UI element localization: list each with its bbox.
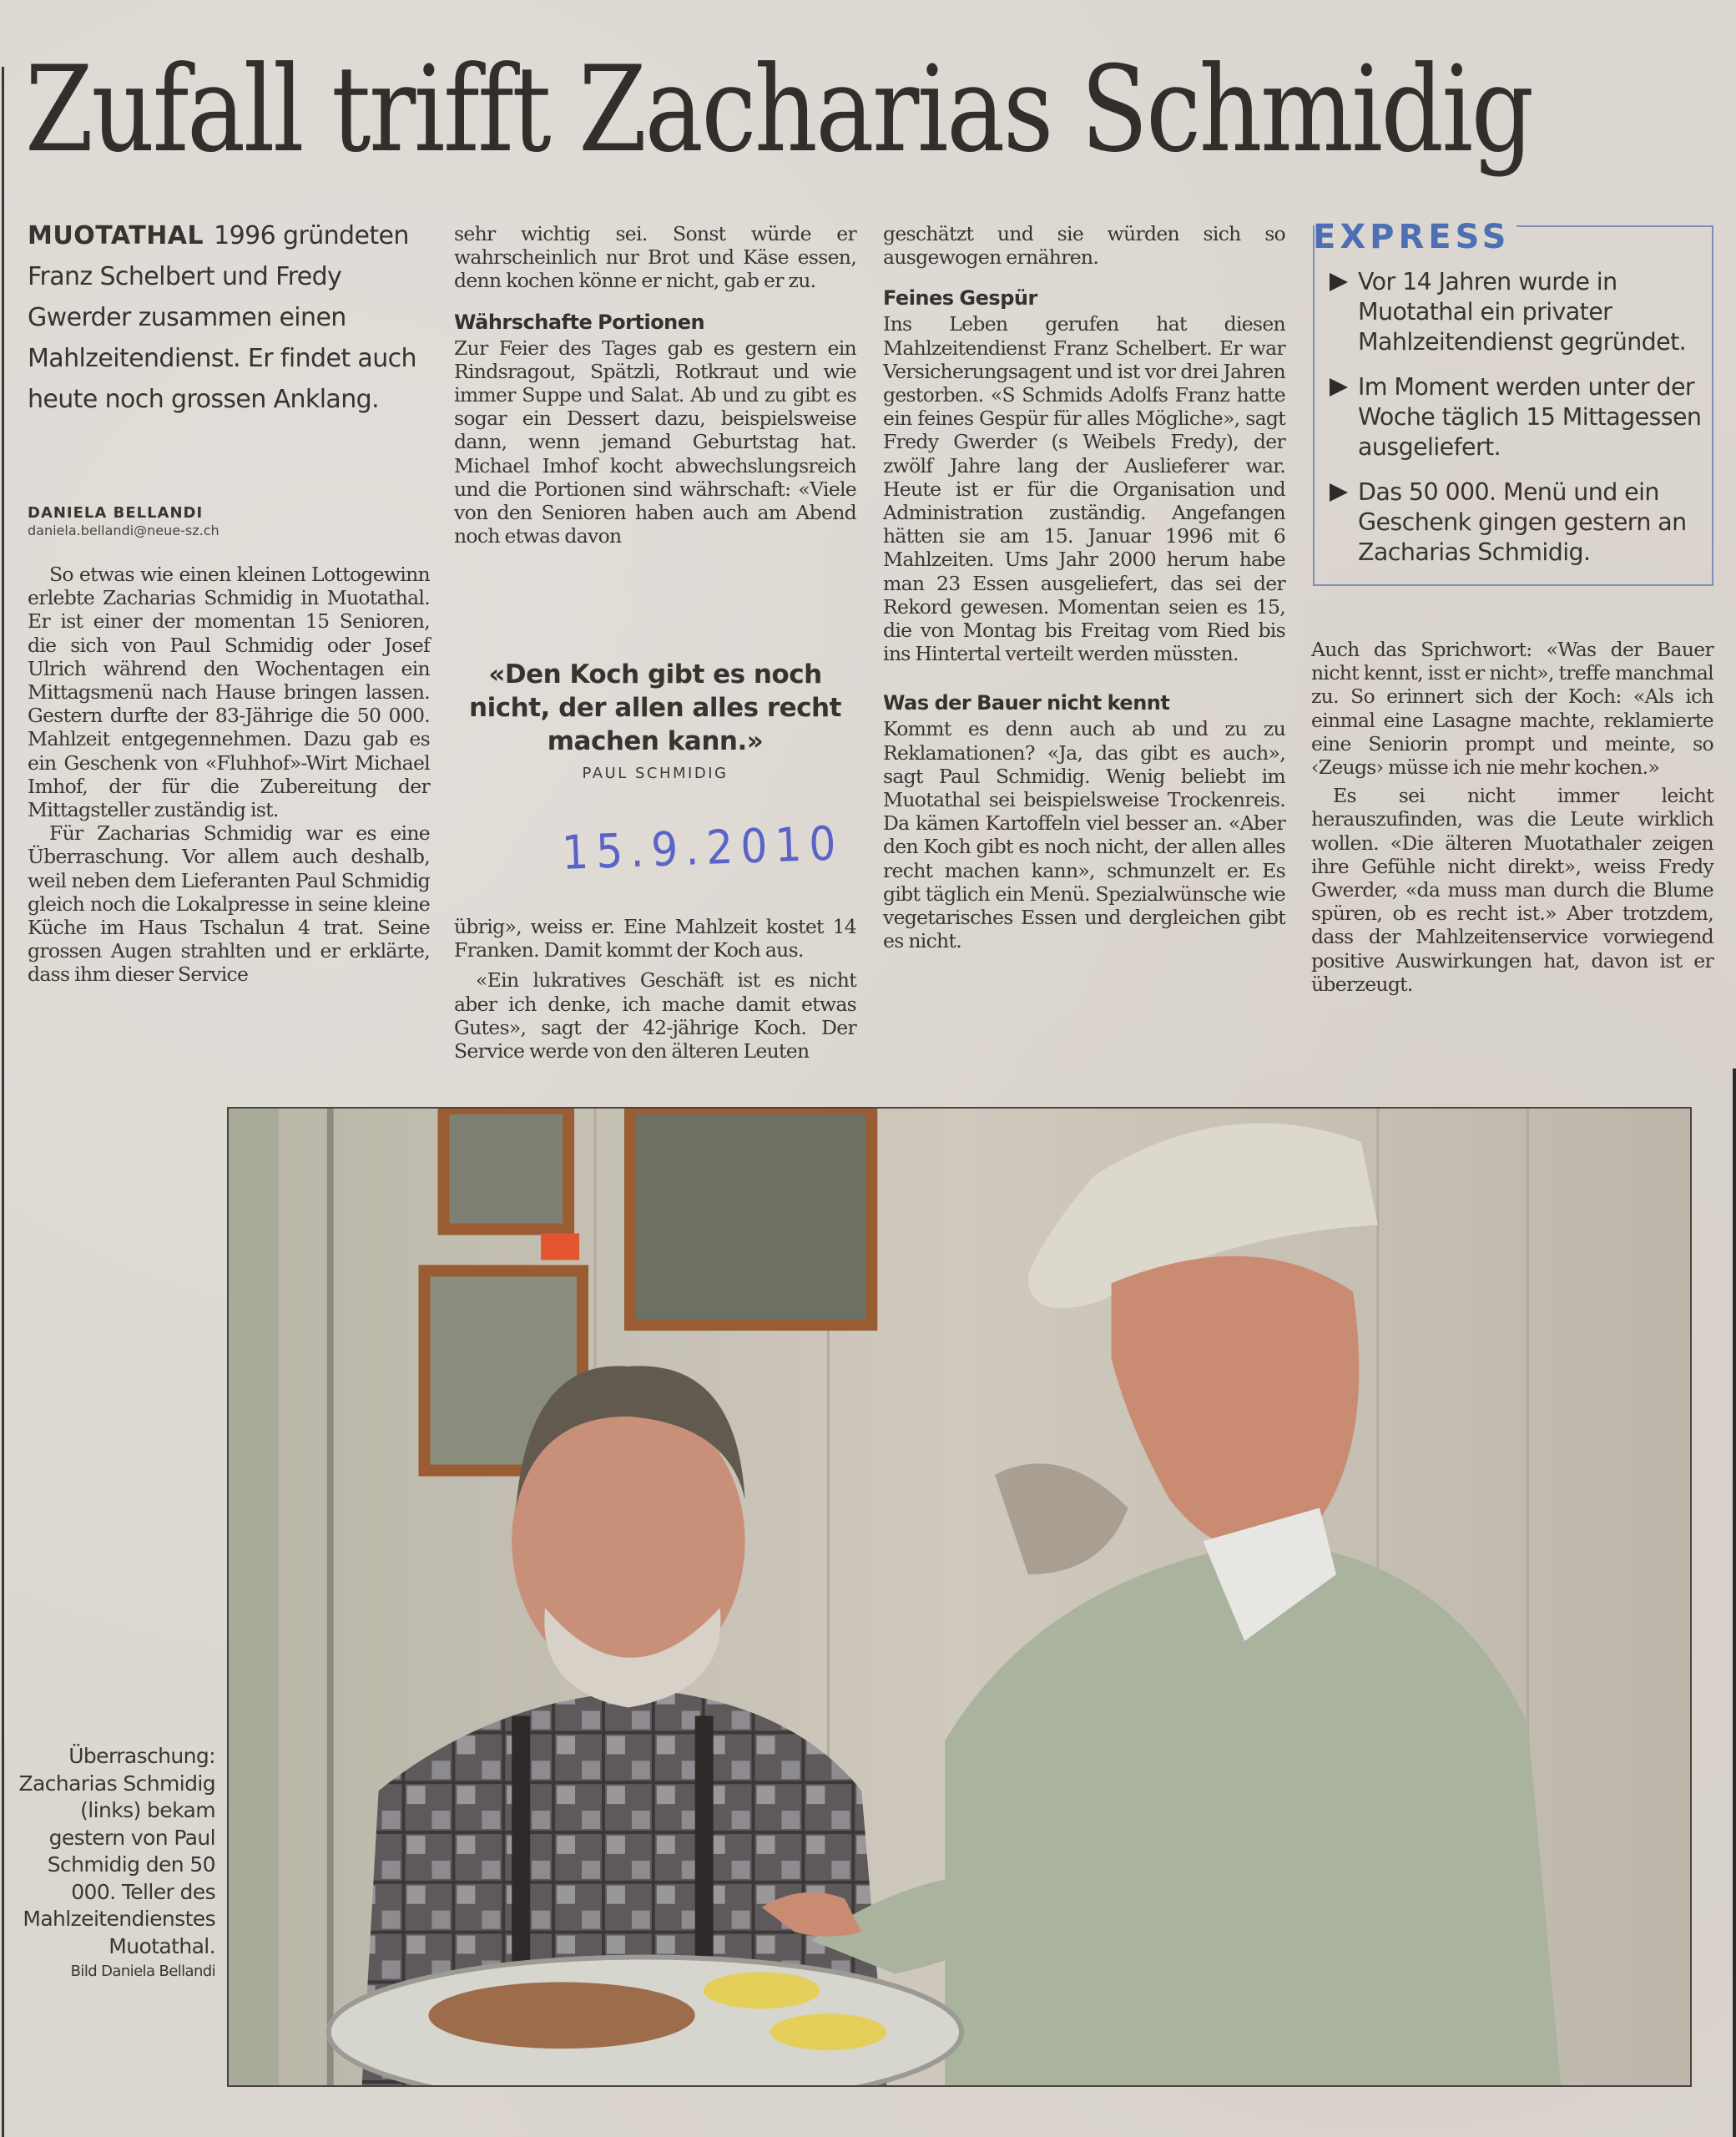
paragraph: Es sei nicht immer leicht herauszufinden, was die Leute wirklich wollen. «Die älteren Muotathaler zeigen ihre Gefühle nicht direkt», weiss Fredy Gwerder, «da muss man durch die Blume spüren, ob es recht ist.» Aber trotzdem, dass der Mahlzeitenservice vorwiegend positive Auswirkungen hat, davon ist er überzeugt. (1311, 784, 1713, 996)
express-title: EXPRESS (1313, 218, 1511, 256)
subhead-feines-gespuer: Feines Gespür (883, 286, 1037, 311)
paragraph: Für Zacharias Schmidig war es eine Überraschung. Vor allem auch deshalb, weil neben dem Lieferanten Paul Schmidig gleich noch die Lokalpresse in seine kleine Küche im Haus Tschalun 4 trat. Seine grossen Augen strahlten und er erklärte, dass ihm dieser Service (28, 821, 430, 987)
paragraph: «Ein lukratives Geschäft ist es nicht aber ich denke, ich mache damit etwas Gutes», sagt der 42-jährige Koch. Der Service werde von den älteren Leuten (454, 968, 856, 1063)
express-list (1330, 267, 1703, 583)
subhead-waehrschafte-portionen: Währschafte Portionen (454, 310, 705, 334)
dateline: MUOTATHAL (28, 221, 204, 250)
photo-illustration (229, 1109, 1690, 2085)
express-item (1330, 267, 1703, 357)
express-box (1313, 218, 1713, 586)
author-name: DANIELA BELLANDI (28, 504, 204, 522)
column-4-body (1311, 638, 1713, 996)
byline (28, 504, 430, 539)
handwritten-date: 15.9.2010 (561, 816, 845, 881)
paragraph: geschätzt und sie würden sich so ausgewogen ernähren. (883, 222, 1285, 270)
column-2-body-bottom (454, 915, 856, 1063)
pull-quote (454, 658, 856, 782)
pull-quote-text: «Den Koch gibt es noch nicht, der allen alles recht machen kann.» (469, 659, 841, 756)
column-1-body (28, 563, 430, 987)
triangle-bullet-icon (1330, 378, 1348, 397)
lead-paragraph (28, 215, 430, 420)
express-item (1330, 477, 1703, 568)
author-email[interactable]: daniela.bellandi@neue-sz.ch (28, 523, 220, 538)
paragraph: Zur Feier des Tages gab es gestern ein Rindsragout, Spätzli, Rotkraut und wie immer Suppe und Salat. Ab und zu gibt es sogar ein Dessert dazu, beispielsweise dann, wenn jemand Geburtstag hat. Michael Imhof kocht abwechslungsreich und die Portionen sind währschaft: «Viele von den Senioren haben auch am Abend noch etwas davon (454, 336, 856, 548)
photo-caption (17, 1743, 215, 1982)
paragraph: übrig», weiss er. Eine Mahlzeit kostet 14 Franken. Damit kommt der Koch aus. (454, 915, 856, 962)
triangle-bullet-icon (1330, 273, 1348, 291)
paragraph: Auch das Sprichwort: «Was der Bauer nicht kennt, isst er nicht», treffe manchmal zu. So erinnert sich der Koch: «Als ich einmal eine Lasagne machte, reklamierte eine Seniorin prompt und meinte, so ‹Zeugs› müsse ich nie mehr kochen.» (1311, 638, 1713, 780)
photo-credit: Bild Daniela Bellandi (70, 1963, 215, 1980)
express-box-rule (1516, 225, 1713, 227)
lead-text: 1996 gründeten Franz Schelbert und Fredy Gwerder zusammen einen Mahlzeitendienst. Er findet auch heute noch grossen Anklang. (28, 221, 416, 414)
column-3-body (883, 222, 1285, 952)
paragraph: Kommt es denn auch ab und zu zu Reklamationen? «Ja, das gibt es auch», sagt Paul Schmidig. Wenig beliebt im Muotathal sei beispielsweise Trockenreis. Da kämen Kartoffeln viel besser an. «Aber den Koch gibt es noch nicht, der allen alles recht machen kann», schmunzelt er. Es gibt täglich ein Menü. Spezialwünsche wie vegetarisches Essen und dergleichen gibt es nicht. (883, 717, 1285, 953)
triangle-bullet-icon (1330, 483, 1348, 502)
article-headline: Zufall trifft Zacharias Schmidig (25, 41, 1532, 179)
column-2-body-top (454, 222, 856, 548)
paragraph: Ins Leben gerufen hat diesen Mahlzeitendienst Franz Schelbert. Er war Versicherungsagent und ist vor drei Jahren gestorben. «S Schmids Adolfs Franz hatte ein feines Gespür für alles Mögliche», sagt Fredy Gwerder (s Weibels Fredy), der zwölf Jahre lang der Auslieferer war. Heute ist er für die Organisation und Administration zuständig. Angefangen hätten sie am 15. Januar 1996 mit 6 Mahlzeiten. Ums Jahr 2000 herum habe man 23 Essen ausgeliefert, das sei der Rekord gewesen. Momentan seien es 15, die von Montag bis Freitag vom Ried bis ins Hintertal verteilt werden müssten. (883, 312, 1285, 666)
caption-text: Überraschung: Zacharias Schmidig (links) bekam gestern von Paul Schmidig den 50 000. Teller des Mahlzeitendienstes Muotathal. (18, 1744, 215, 1958)
pull-quote-attribution: PAUL SCHMIDIG (582, 765, 729, 782)
article-photo (227, 1107, 1692, 2087)
page-edge-rule (2, 67, 4, 2137)
paragraph: sehr wichtig sei. Sonst würde er wahrscheinlich nur Brot und Käse essen, denn kochen könne er nicht, gab er zu. (454, 222, 856, 293)
express-item (1330, 372, 1703, 462)
subhead-was-der-bauer-nicht-kennt: Was der Bauer nicht kennt (883, 691, 1170, 715)
paragraph: So etwas wie einen kleinen Lottogewinn erlebte Zacharias Schmidig in Muotathal. Er ist einer der momentan 15 Senioren, die sich von Paul Schmidig oder Josef Ulrich während den Wochentagen ein Mittagsmenü nach Hause bringen lassen. Gestern durfte der 83-Jährige die 50 000. Mahlzeit entgegennehmen. Dazu gab es ein Geschenk von «Fluhhof»-Wirt Michael Imhof, der für die Zubereitung der Mittagsteller zuständig ist. (28, 563, 430, 822)
express-item-text: Vor 14 Jahren wurde in Muotathal ein privater Mahlzeitendienst gegründet. (1358, 268, 1687, 356)
page-edge-shadow (1733, 1068, 1736, 2137)
express-item-text: Im Moment werden unter der Woche täglich 15 Mittagessen ausgeliefert. (1358, 373, 1702, 461)
express-item-text: Das 50 000. Menü und ein Geschenk gingen gestern an Zacharias Schmidig. (1358, 478, 1687, 566)
